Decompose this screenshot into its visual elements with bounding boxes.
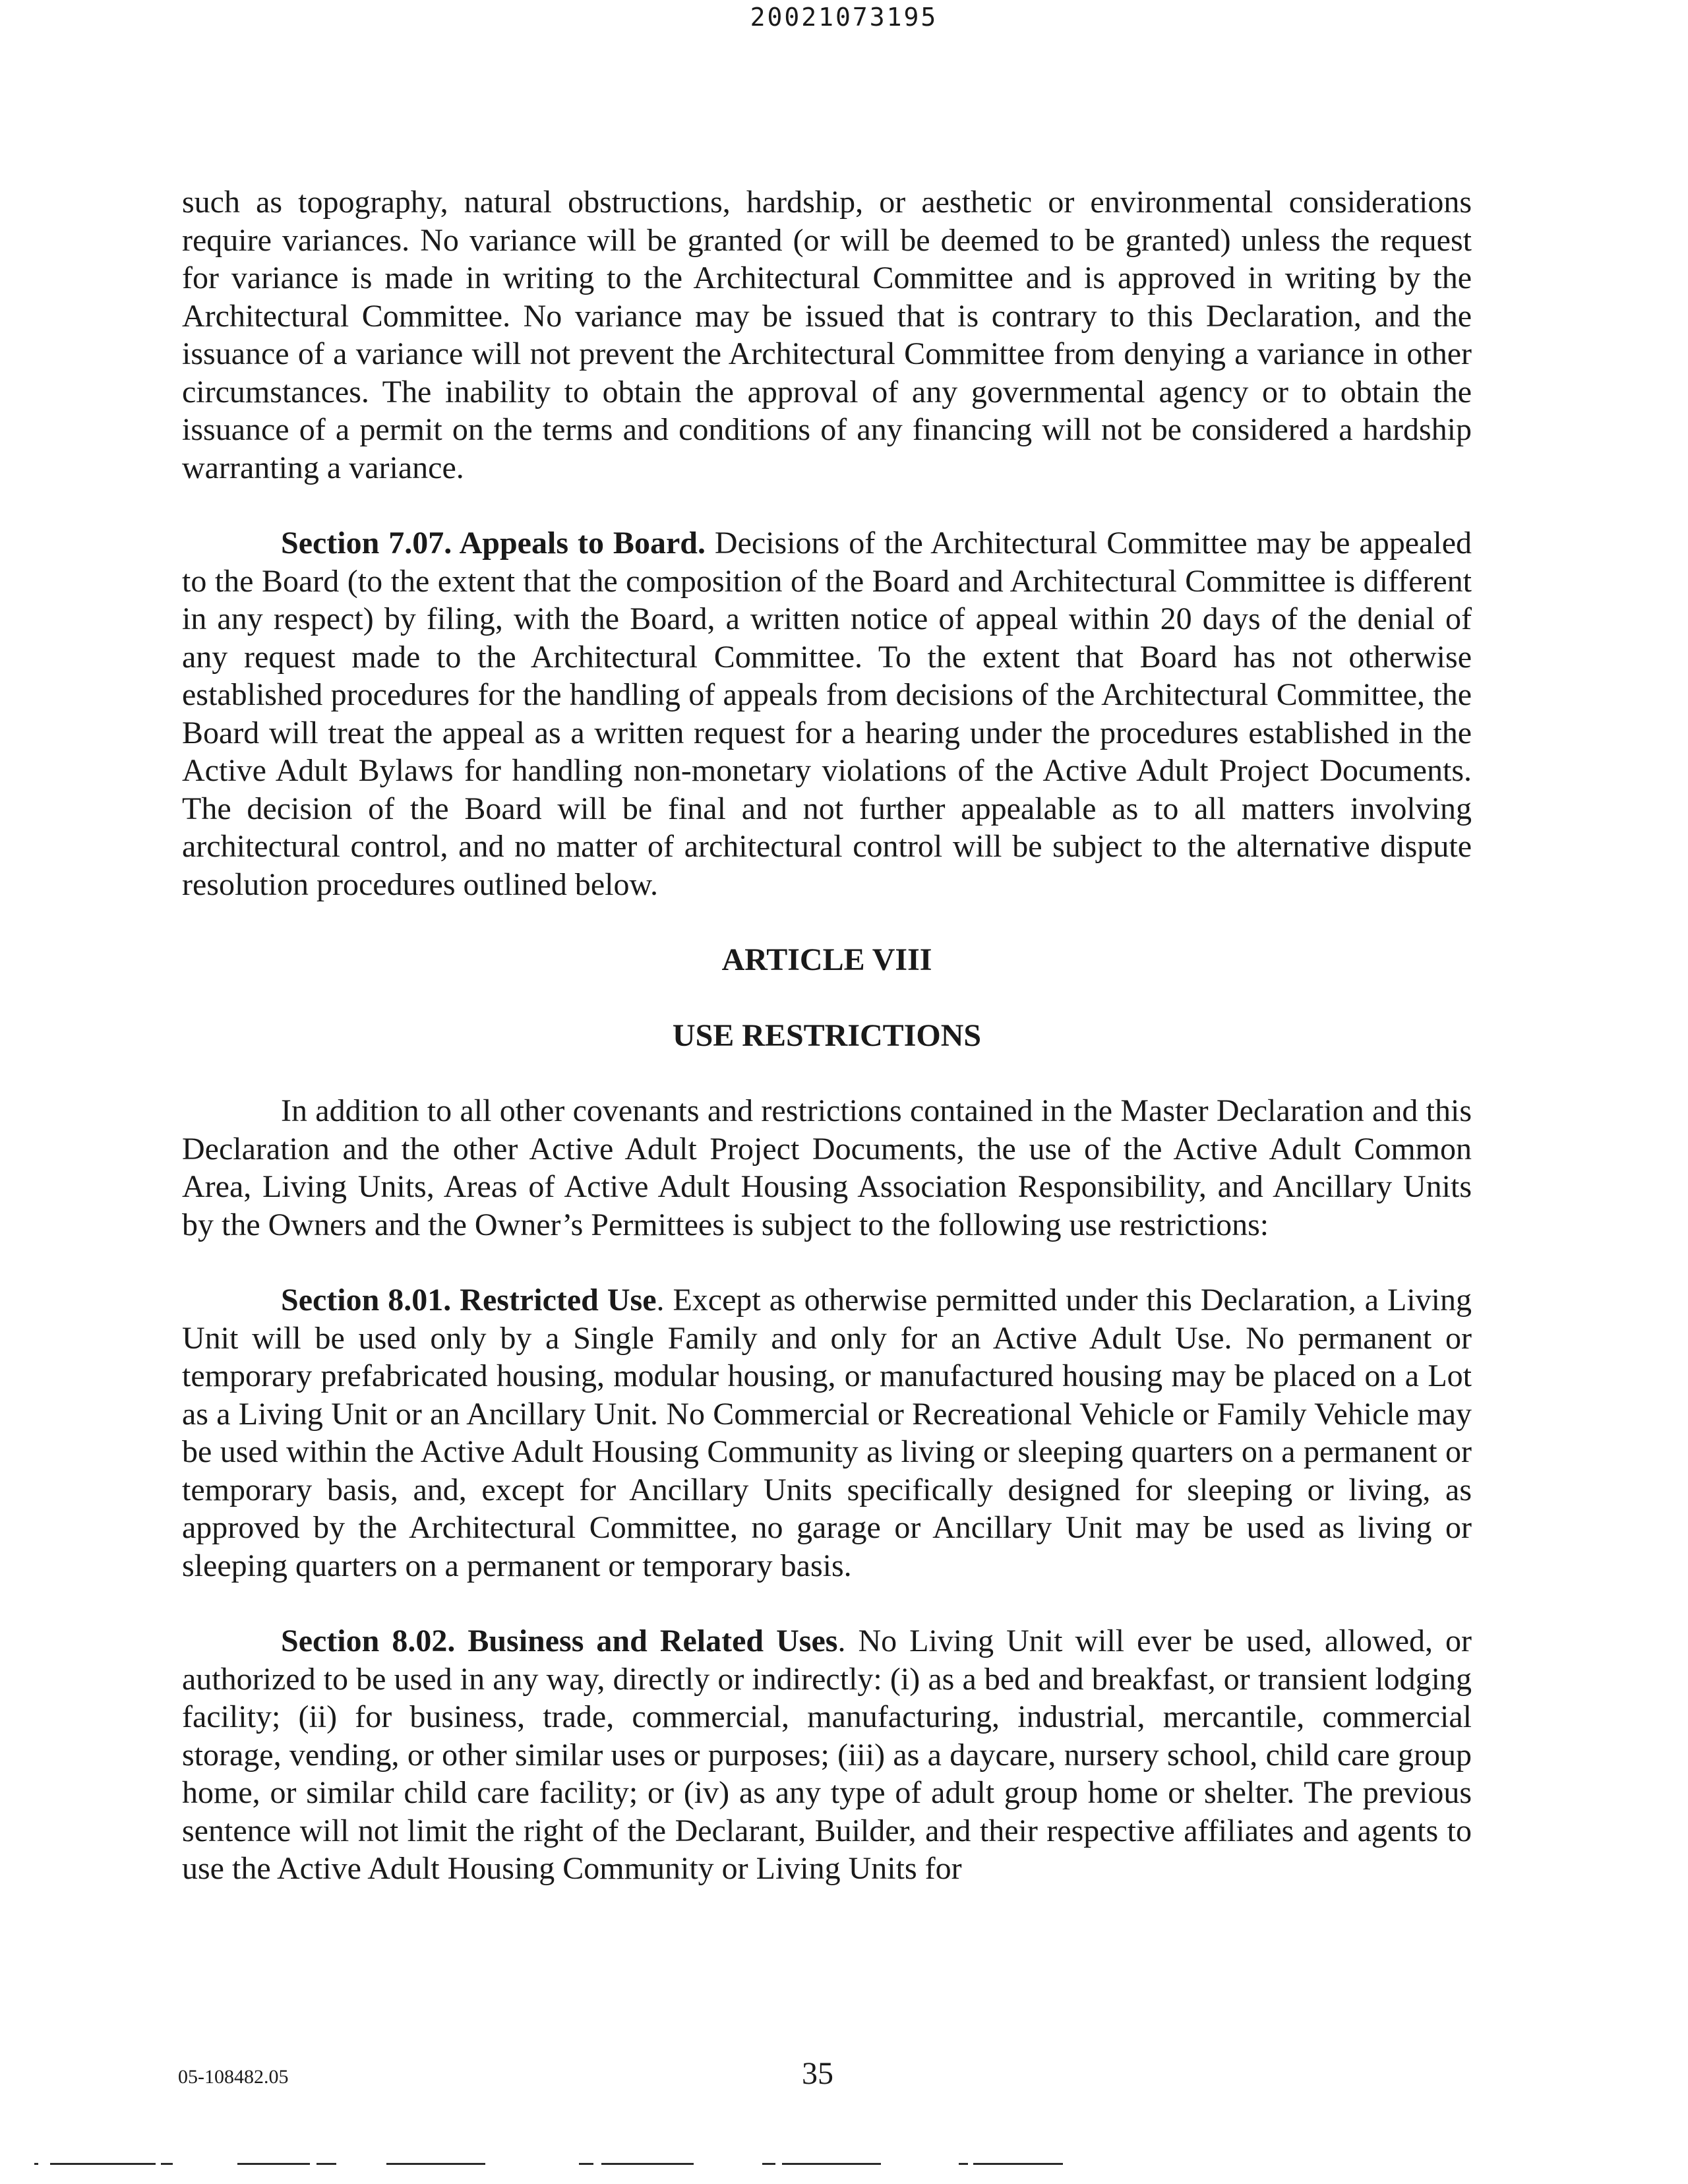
scan-mark bbox=[959, 2163, 968, 2165]
scan-mark bbox=[762, 2163, 775, 2165]
section-8-02 bbox=[182, 1622, 1472, 1888]
document-body bbox=[182, 183, 1472, 1888]
intro-paragraph: In addition to all other covenants and restrictions contained in the Master Declaration and this Declaration and the other Active Adult Project Documents, the use of the Active Adult Common Area, Living Units, Areas of Active Adult Housing Association Responsibility, and Ancillary Units by the Owners and the Owner’s Permittees is subject to the following use restrictions: bbox=[182, 1093, 1472, 1242]
section-8-01-text: . Except as otherwise permitted under this Declaration, a Living Unit will be used only by a Single Family and only for an Active Adult Use. No permanent or temporary prefabricated housing, modular housing, or manufactured housing may be placed on a Lot as a Living Unit or an Ancillary Unit. No Commercial or Recreational Vehicle or Family Vehicle may be used within the Active Adult Housing Community as living or sleeping quarters on a permanent or temporary basis, and, except for Ancillary Units specifically designed for sleeping or living, as approved by the Architectural Committee, no garage or Ancillary Unit may be used as living or sleeping quarters on a permanent or temporary basis. bbox=[182, 1283, 1472, 1583]
page-number: 35 bbox=[802, 2056, 833, 2091]
continuation-paragraph: such as topography, natural obstructions, hardship, or aesthetic or environmental considerations require variances. No variance will be granted (or will be deemed to be granted) unless the request for variance is made in writing to the Architectural Committee and is approved in writing by the Architectural Committee. No variance may be issued that is contrary to this Declaration, and the issuance of a variance will not prevent the Architectural Committee from denying a variance in other circumstances. The inability to obtain the approval of any governmental agency or to obtain the issuance of a permit on the terms and conditions of any financing will not be considered a hardship warranting a variance. bbox=[182, 185, 1472, 485]
section-8-01-label: Section 8.01. Restricted Use bbox=[281, 1283, 657, 1318]
scan-mark bbox=[782, 2163, 881, 2165]
section-7-07-label: Section 7.07. Appeals to Board. bbox=[281, 526, 706, 561]
scan-mark bbox=[34, 2163, 38, 2165]
article-title: USE RESTRICTIONS bbox=[672, 1017, 982, 1053]
scan-mark bbox=[579, 2163, 593, 2165]
scan-mark bbox=[316, 2163, 336, 2165]
scan-mark bbox=[973, 2163, 1063, 2165]
document-number: 20021073195 bbox=[750, 3, 938, 32]
scan-mark bbox=[601, 2163, 694, 2165]
scan-mark bbox=[161, 2163, 173, 2165]
section-7-07 bbox=[182, 524, 1472, 903]
scan-mark bbox=[50, 2163, 156, 2165]
section-7-07-text: Decisions of the Architectural Committee may be appealed to the Board (to the extent that the composition of the Board and Architectural Committee is different in any respect) by filing, with the Board, a written notice of appeal within 20 days of the denial of any request made to the Architectural Committee. To the extent that Board has not otherwise established procedures for the handling of appeals from decisions of the Architectural Committee, the Board will treat the appeal as a written request for a hearing under the procedures established in the Active Adult Bylaws for handling non-monetary violations of the Active Adult Project Documents. The decision of the Board will be final and not further appealable as to all matters involving architectural control, and no matter of architectural control will be subject to the alternative dispute resolution procedures outlined below. bbox=[182, 526, 1472, 902]
scan-mark bbox=[386, 2163, 485, 2165]
section-8-01 bbox=[182, 1281, 1472, 1585]
scan-artifact-marks bbox=[0, 2163, 1688, 2176]
section-8-02-text: . No Living Unit will ever be used, allowed, or authorized to be used in any way, directly or indirectly: (i) as a bed and breakfast, or transient lodging facility; (ii) for business, trade, commercial, manufacturing, industrial, mercantile, commercial storage, vending, or other similar uses or purposes; (iii) as a daycare, nursery school, child care group home, or similar child care facility; or (iv) as any type of adult group home or shelter. The previous sentence will not limit the right of the Declarant, Builder, and their respective affiliates and agents to use the Active Adult Housing Community or Living Units for bbox=[182, 1623, 1472, 1886]
footer-document-code: 05-108482.05 bbox=[178, 2066, 289, 2088]
section-8-02-label: Section 8.02. Business and Related Uses bbox=[281, 1623, 838, 1658]
article-heading: ARTICLE VIII bbox=[721, 942, 932, 977]
scan-mark bbox=[237, 2163, 310, 2165]
